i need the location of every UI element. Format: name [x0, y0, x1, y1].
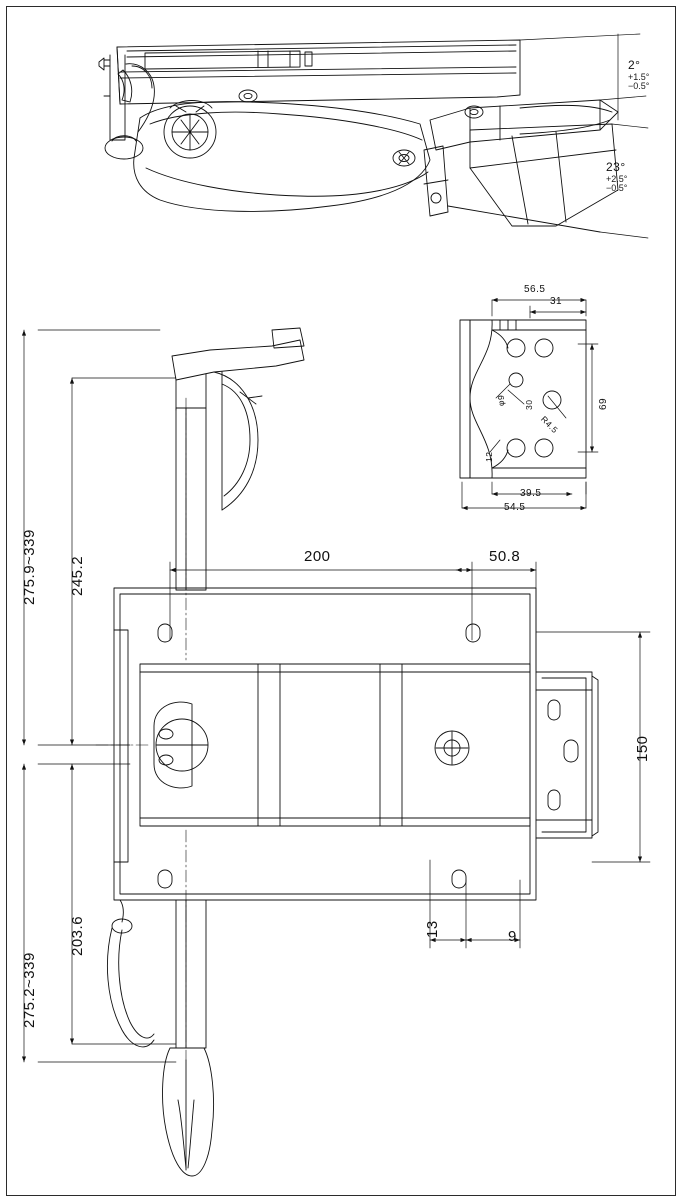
angle-23-value: 23°	[606, 160, 626, 174]
bracket-detail-geometry	[460, 320, 586, 478]
dim-275-2-339: 275.2~339	[21, 952, 38, 1028]
angle-23-tol-upper: +2.5°	[606, 174, 628, 184]
dim-r4-5: R4.5	[538, 414, 561, 436]
dim-54-5: 54.5	[504, 502, 526, 513]
dim-69: 69	[598, 397, 609, 410]
dim-50-8: 50.8	[489, 548, 521, 565]
dim-31: 31	[550, 296, 563, 307]
dim-12: 12	[484, 451, 494, 462]
side-elevation-geometry	[99, 40, 618, 232]
angle-23-tol-lower: −0.5°	[606, 183, 628, 194]
dim-56-5: 56.5	[524, 284, 546, 295]
dim-200: 200	[304, 548, 331, 565]
dim-phi9: φ9	[496, 394, 506, 406]
dim-150: 150	[634, 735, 651, 762]
dim-13: 13	[424, 920, 441, 938]
angle-2-tol-upper: +1.5°	[628, 72, 650, 82]
dim-9: 9	[508, 928, 517, 945]
dim-275-9-339: 275.9~339	[21, 529, 38, 605]
angle-2-tol-lower: −0.5°	[628, 81, 650, 92]
dim-203-6: 203.6	[69, 915, 86, 956]
angle-2-callout	[628, 58, 649, 92]
plan-view-geometry	[107, 328, 598, 1176]
dim-39-5: 39.5	[520, 488, 542, 499]
angle-2-value: 2°	[628, 58, 641, 72]
dim-30: 30	[524, 399, 534, 410]
dim-245-2: 245.2	[69, 555, 86, 596]
angle-23-callout	[606, 160, 627, 194]
